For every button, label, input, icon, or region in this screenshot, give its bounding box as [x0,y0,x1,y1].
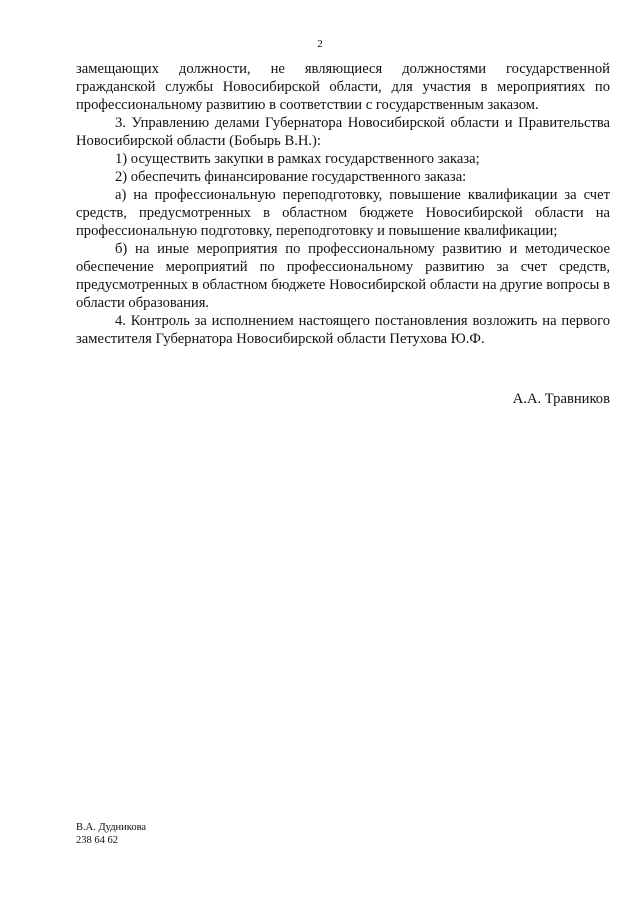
document-body [76,60,610,348]
paragraph-subitem-1: 1) осуществить закупки в рамках государственного заказа; [115,151,480,167]
paragraph-subitem-2: 2) обеспечить финансирование государственного заказа: [115,169,467,185]
executor-phone: 238 64 62 [76,835,118,846]
paragraph-subitem-a: а) на профессиональную переподготовку, повышение квалификации за счет средств, предусмотренных в областном бюджете Новосибирской области на профессиональную подготовку, переподготовку и повышение квалификации; [76,187,610,239]
paragraph-continuation: замещающих должности, не являющиеся должностями государственной гражданской службы Новосибирской области, для участия в мероприятиях по профессиональному развитию в соответствии с государственным заказом. [76,61,610,113]
paragraph-subitem-b: б) на иные мероприятия по профессиональному развитию и методическое обеспечение мероприятий по профессиональному развитию за счет средств, предусмотренных в областном бюджете Новосибирской области на другие вопросы в области образования. [76,241,610,311]
page-number: 2 [317,38,323,50]
executor-footer [76,821,146,847]
executor-name: В.А. Дудникова [76,822,147,833]
signature-name: А.А. Травников [512,391,610,407]
paragraph-item-3: 3. Управлению делами Губернатора Новосибирской области и Правительства Новосибирской области (Бобырь В.Н.): [76,115,610,149]
paragraph-item-4: 4. Контроль за исполнением настоящего постановления возложить на первого заместителя Губернатора Новосибирской области Петухова Ю.Ф. [76,313,610,347]
